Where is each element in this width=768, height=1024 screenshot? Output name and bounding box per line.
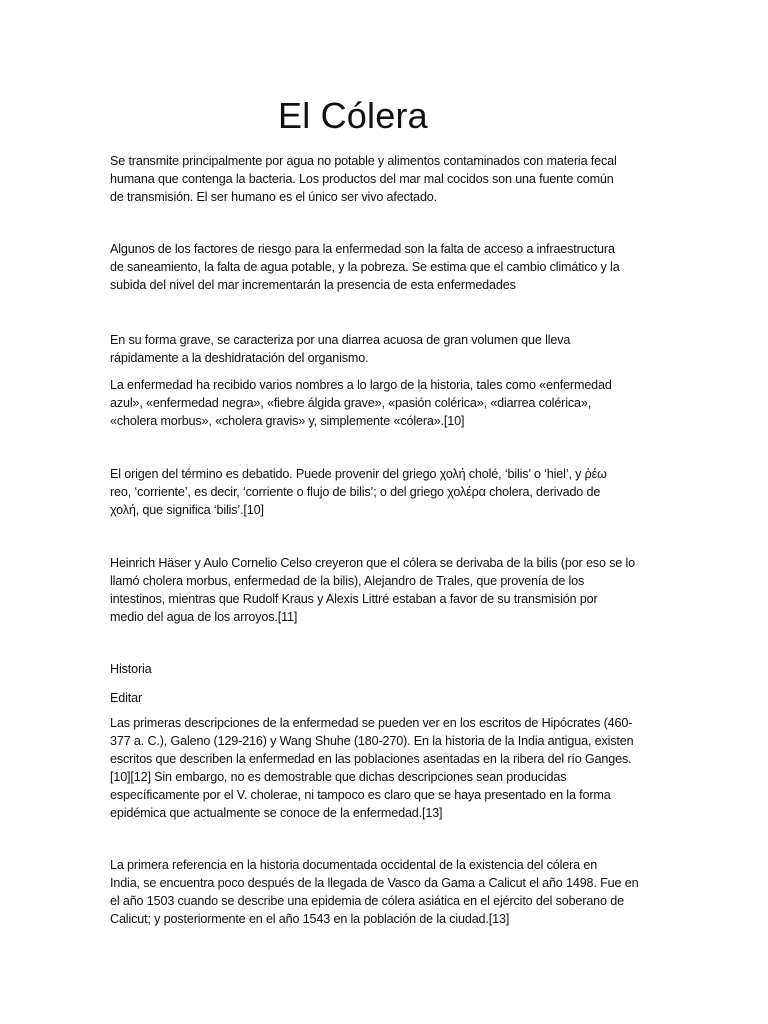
text-line: de saneamiento, la falta de agua potable, y la pobreza. Se estima que el cambio climático y la bbox=[110, 260, 620, 274]
paragraph-first-reference bbox=[110, 856, 662, 928]
text-line: azul», «enfermedad negra», «fiebre álgida grave», «pasión colérica», «diarrea colérica», bbox=[110, 396, 592, 410]
text-line: epidémica que actualmente se conoce de la enfermedad.[13] bbox=[110, 806, 443, 820]
text-line: intestinos, mientras que Rudolf Kraus y Alexis Littré estaban a favor de su transmisión por bbox=[110, 592, 598, 606]
text-line: Las primeras descripciones de la enfermedad se pueden ver en los escritos de Hipócrates (460- bbox=[110, 716, 633, 730]
text-line: 377 a. C.), Galeno (129-216) y Wang Shuhe (180-270). En la historia de la India antigua, existen bbox=[110, 734, 634, 748]
text-line: Historia bbox=[110, 662, 152, 676]
paragraph-early-descriptions bbox=[110, 714, 662, 822]
edit-label bbox=[110, 689, 662, 707]
text-line: llamó cholera morbus, enfermedad de la bilis), Alejandro de Trales, que provenía de los bbox=[110, 574, 585, 588]
paragraph-risk-factors bbox=[110, 240, 662, 294]
text-line: rápidamente a la deshidratación del organismo. bbox=[110, 351, 369, 365]
text-line: El origen del término es debatido. Puede provenir del griego χολή cholé, ‘bilis’ o ‘hiel’, y ῥέω bbox=[110, 467, 607, 481]
text-line: humana que contenga la bacteria. Los productos del mar mal cocidos son una fuente común bbox=[110, 172, 614, 186]
text-line: específicamente por el V. cholerae, ni tampoco es claro que se haya presentado en la forma bbox=[110, 788, 611, 802]
section-heading-historia bbox=[110, 660, 662, 678]
paragraph-theories bbox=[110, 554, 662, 626]
text-line: Algunos de los factores de riesgo para la enfermedad son la falta de acceso a infraestructura bbox=[110, 242, 615, 256]
text-line: de transmisión. El ser humano es el único ser vivo afectado. bbox=[110, 190, 438, 204]
text-line: Se transmite principalmente por agua no potable y alimentos contaminados con materia fecal bbox=[110, 154, 617, 168]
text-line: reo, ‘corriente’, es decir, ‘corriente o flujo de bilis’; o del griego χολέρα cholera, derivado de bbox=[110, 485, 601, 499]
text-line: Editar bbox=[110, 691, 142, 705]
text-line: En su forma grave, se caracteriza por una diarrea acuosa de gran volumen que lleva bbox=[110, 333, 571, 347]
text-line: La primera referencia en la historia documentada occidental de la existencia del cólera en bbox=[110, 858, 598, 872]
text-line: Heinrich Häser y Aulo Cornelio Celso creyeron que el cólera se derivaba de la bilis (por eso se lo bbox=[110, 556, 636, 570]
text-line: La enfermedad ha recibido varios nombres a lo largo de la historia, tales como «enfermedad bbox=[110, 378, 612, 392]
paragraph-severe-form bbox=[110, 331, 662, 367]
text-line: Calicut; y posteriormente en el año 1543 en la población de la ciudad.[13] bbox=[110, 912, 510, 926]
paragraph-etymology bbox=[110, 465, 662, 519]
text-line: medio del agua de los arroyos.[11] bbox=[110, 610, 298, 624]
text-line: el año 1503 cuando se describe una epidemia de cólera asiática en el ejército del soberano de bbox=[110, 894, 624, 908]
text-line: subida del nivel del mar incrementarán la presencia de esta enfermedades bbox=[110, 278, 516, 292]
text-line: «cholera morbus», «cholera gravis» y, simplemente «cólera».[10] bbox=[110, 414, 465, 428]
page-title: El Cólera bbox=[278, 95, 428, 136]
text-line: escritos que describen la enfermedad en las poblaciones asentadas en la ribera del río Ganges. bbox=[110, 752, 632, 766]
paragraph-transmission bbox=[110, 152, 662, 206]
text-line: India, se encuentra poco después de la llegada de Vasco da Gama a Calicut el año 1498. Fue en bbox=[110, 876, 639, 890]
text-line: χολή, que significa ‘bilis’.[10] bbox=[110, 503, 264, 517]
paragraph-names bbox=[110, 376, 662, 430]
text-line: [10][12] Sin embargo, no es demostrable que dichas descripciones sean producidas bbox=[110, 770, 567, 784]
